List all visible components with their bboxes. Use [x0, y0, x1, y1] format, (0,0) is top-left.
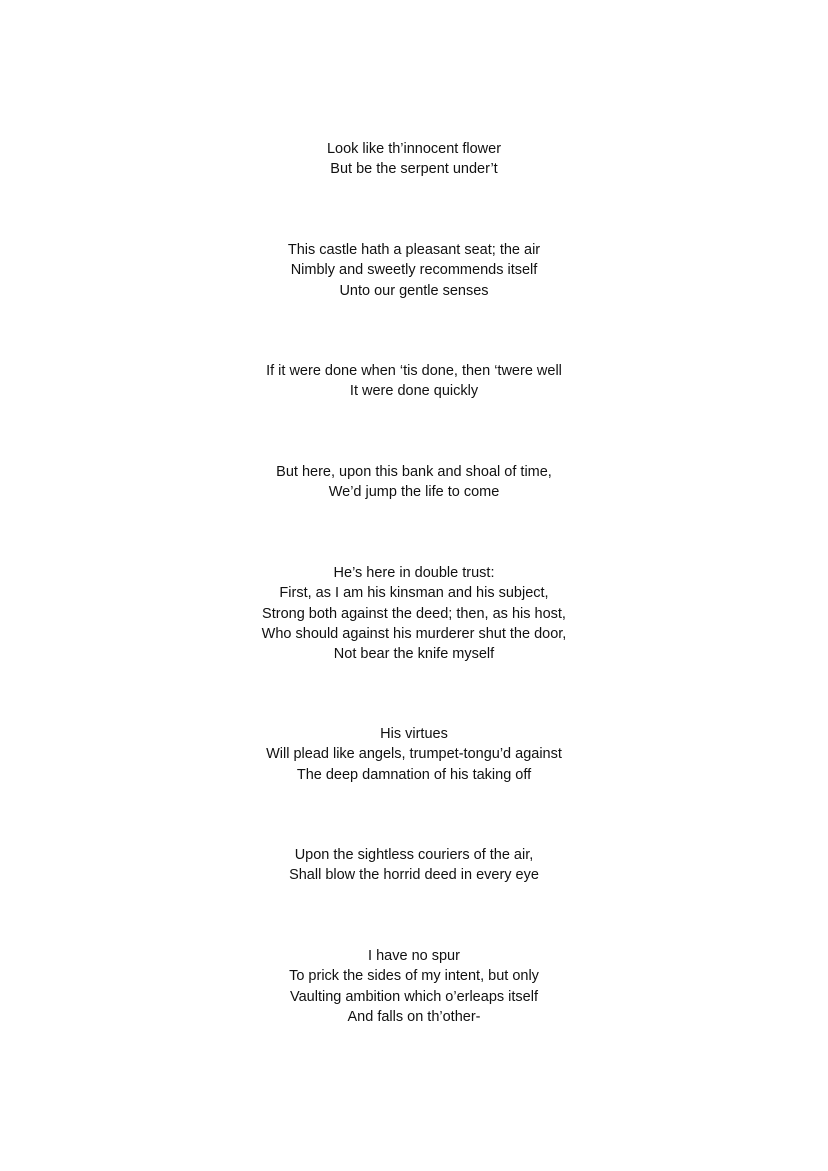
stanza-line: It were done quickly: [349, 383, 479, 400]
stanza-line: He’s here in double trust:: [333, 565, 495, 581]
stanza-line: If it were done when ‘tis done, then ‘twere well: [266, 363, 562, 379]
stanza-line: Nimbly and sweetly recommends itself: [290, 262, 538, 279]
stanza-line: We’d jump the life to come: [328, 484, 500, 501]
stanza-line: Vaulting ambition which o’erleaps itself: [290, 988, 538, 1005]
stanza-3: [0, 361, 828, 402]
stanza-line: First, as I am his kinsman and his subject,: [279, 585, 549, 602]
stanza-line: Unto our gentle senses: [339, 282, 489, 299]
stanza-5: [0, 563, 828, 664]
stanza-line: This castle hath a pleasant seat; the air: [287, 242, 541, 258]
stanza-line: And falls on th’other-: [347, 1008, 481, 1025]
stanza-line: To prick the sides of my intent, but only: [289, 968, 539, 985]
stanza-line: Will plead like angels, trumpet-tongu’d against: [266, 746, 562, 763]
stanza-line: But here, upon this bank and shoal of time,: [276, 464, 552, 480]
stanza-line: The deep damnation of his taking off: [296, 766, 532, 783]
stanza-4: [0, 462, 828, 503]
stanza-6: [0, 724, 828, 785]
stanza-line: Shall blow the horrid deed in every eye: [289, 867, 539, 884]
stanza-line: Upon the sightless couriers of the air,: [294, 847, 534, 863]
stanza-line: But be the serpent under’t: [330, 161, 498, 178]
stanza-1: [0, 139, 828, 180]
stanza-2: [0, 240, 828, 301]
stanza-line: His virtues: [380, 726, 448, 742]
stanza-8: [0, 946, 828, 1027]
stanza-line: I have no spur: [368, 948, 460, 964]
stanza-line: Look like th’innocent flower: [326, 141, 502, 157]
stanza-line: Not bear the knife myself: [333, 646, 495, 663]
stanza-7: [0, 845, 828, 886]
stanza-line: Who should against his murderer shut the door,: [261, 625, 567, 642]
stanza-line: Strong both against the deed; then, as his host,: [262, 605, 566, 622]
